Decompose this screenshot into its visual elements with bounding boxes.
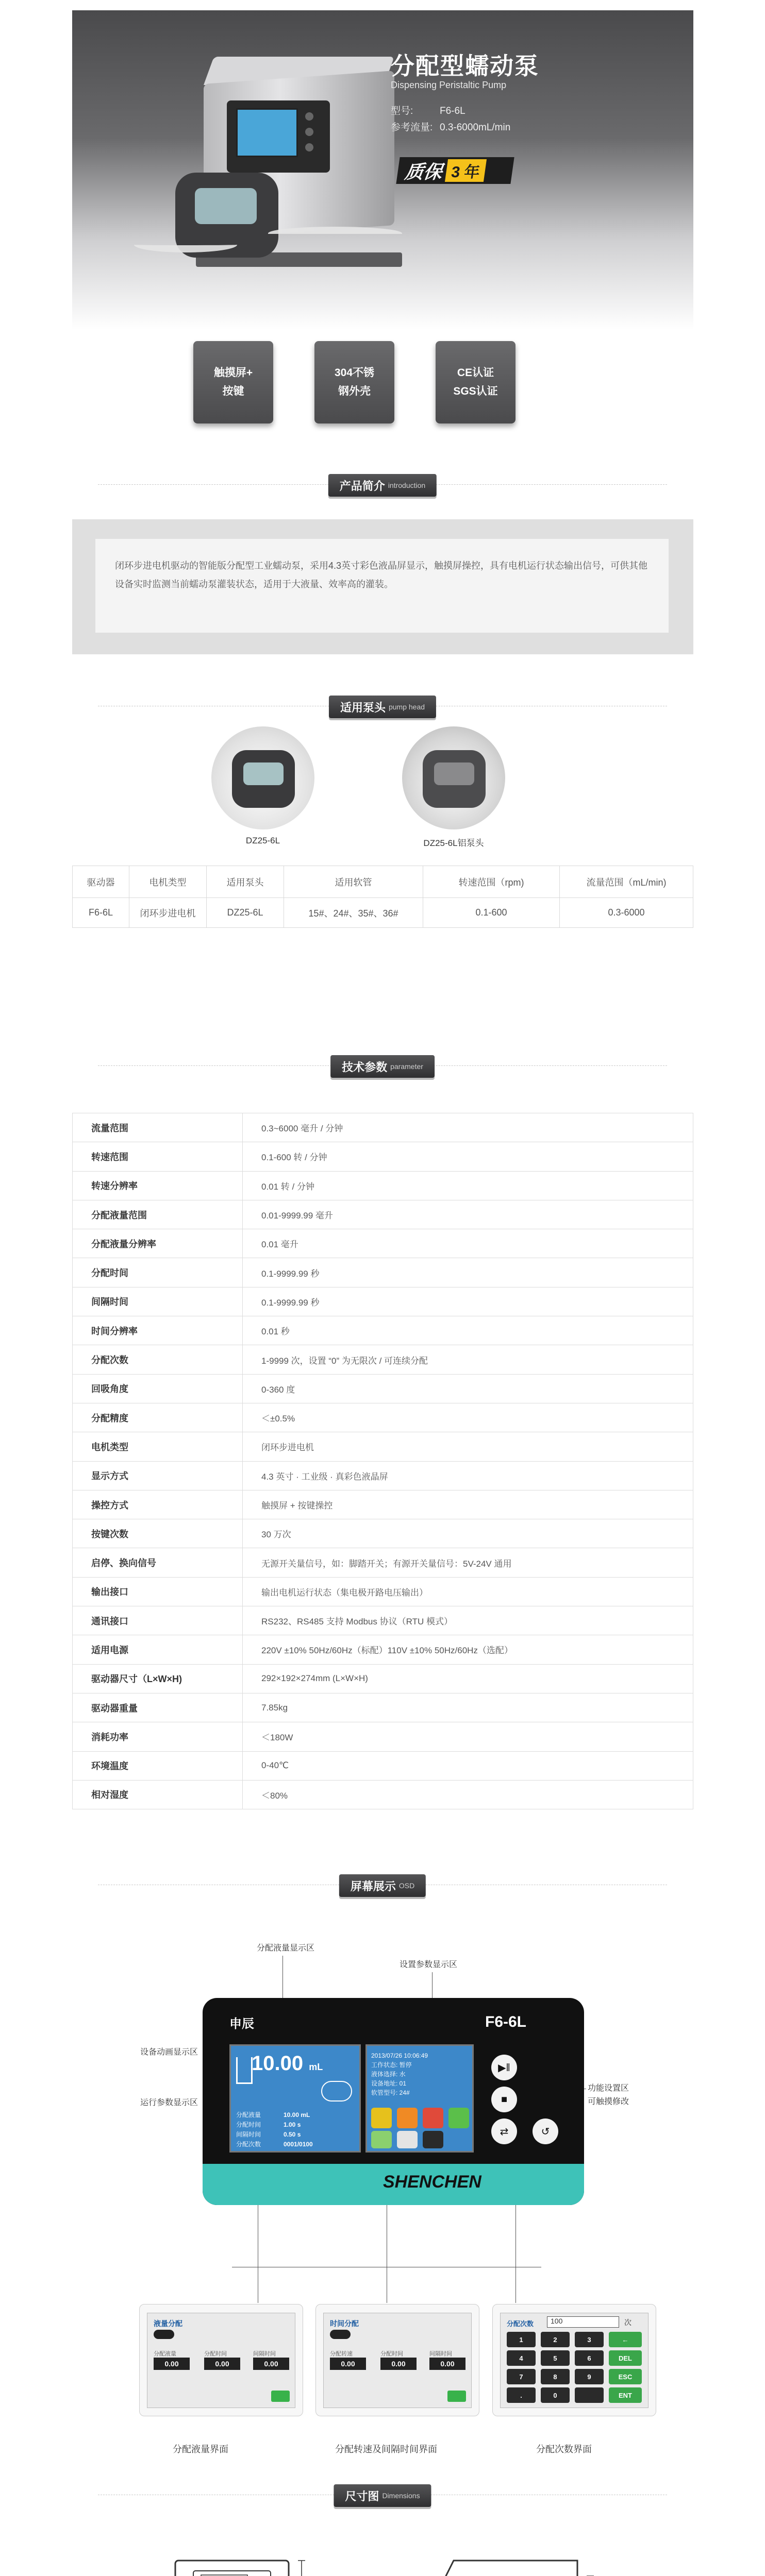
table-header-cell: 电机类型 (129, 866, 207, 898)
toggle-icon[interactable] (330, 2330, 351, 2339)
table-header-cell: 转速范围（rpm) (423, 866, 560, 898)
status-line: 液体选择: 水 (371, 2071, 406, 2078)
model-label: 型号: (391, 106, 413, 116)
dispense-volume-display (252, 2052, 323, 2075)
flow-label: 参考流量: (391, 122, 433, 133)
badge-line: 304不锈 (334, 367, 375, 379)
param-name: 通讯接口 (73, 1606, 243, 1635)
table-cell: 闭环步进电机 (129, 898, 207, 928)
pump-tube (134, 237, 237, 252)
pump-head-window (434, 762, 474, 785)
keypad-key[interactable]: 9 (575, 2369, 604, 2384)
keypad-key[interactable]: 6 (575, 2350, 604, 2366)
warranty-badge (396, 157, 514, 184)
table-cell: DZ25-6L (207, 898, 284, 928)
callout-dispense-display: 分配液量显示区 (257, 1944, 315, 1953)
table-row (73, 1606, 693, 1635)
param-name: 转速范围 (73, 1142, 243, 1171)
param-name: 驱动器尺寸（L×W×H) (73, 1664, 243, 1693)
pump-head-table (72, 866, 693, 928)
param-name: 消耗功率 (73, 1722, 243, 1751)
run-param-label: 分配液量 (236, 2111, 261, 2119)
table-row (73, 1548, 693, 1577)
function-icon[interactable] (448, 2108, 469, 2128)
section-subtitle: introduction (388, 481, 426, 489)
table-row (73, 1374, 693, 1403)
param-name: 回吸角度 (73, 1374, 243, 1403)
model-value: F6-6L (440, 106, 465, 116)
panel-value[interactable]: 0.00 (154, 2358, 190, 2370)
table-cell: 0.1-600 (423, 898, 560, 928)
param-value: 输出电机运行状态（集电极开路电压输出） (243, 1577, 693, 1606)
panel-dispense-volume (139, 2304, 303, 2416)
keypad-key[interactable]: 8 (541, 2369, 570, 2384)
status-lines (371, 2051, 428, 2097)
reset-icon[interactable]: ↺ (533, 2119, 558, 2144)
function-icon[interactable] (397, 2108, 418, 2128)
param-name: 时间分辨率 (73, 1316, 243, 1345)
toggle-icon[interactable] (154, 2330, 174, 2339)
table-cell: F6-6L (73, 898, 129, 928)
function-icon[interactable] (423, 2108, 443, 2128)
param-value: RS232、RS485 支持 Modbus 协议（RTU 模式） (243, 1606, 693, 1635)
panel-value[interactable]: 0.00 (330, 2358, 366, 2370)
param-value: 闭环步进电机 (243, 1432, 693, 1461)
pump-head-window (195, 188, 257, 224)
confirm-icon[interactable] (447, 2391, 466, 2402)
keypad-key[interactable]: 0 (541, 2387, 570, 2403)
param-value: 0.1-9999.99 秒 (243, 1258, 693, 1287)
keypad-key[interactable]: 4 (507, 2350, 536, 2366)
confirm-icon[interactable] (271, 2391, 290, 2402)
run-params-list (236, 2110, 313, 2149)
panel-label: 分配转速 (330, 2351, 353, 2357)
panel-caption: 分配转速及间隔时间界面 (335, 2444, 437, 2454)
settings-display-area (365, 2044, 474, 2153)
dispense-value: 10.00 (252, 2052, 304, 2075)
keypad-key[interactable]: DEL (609, 2350, 642, 2366)
pump-head-image-dz25 (211, 726, 314, 829)
panel-label: 分配时间 (380, 2351, 403, 2357)
run-param-value: 0.50 s (284, 2131, 301, 2138)
param-value: 0-40℃ (243, 1751, 693, 1780)
section-title: 尺寸图 (345, 2489, 379, 2503)
dispense-display-area (229, 2044, 361, 2153)
param-value: 触摸屏 + 按键操控 (243, 1490, 693, 1519)
table-row (73, 1171, 693, 1200)
section-title-box (334, 2484, 431, 2507)
run-param-value: 0001/0100 (284, 2141, 313, 2148)
table-row (73, 1490, 693, 1519)
table-row (73, 1345, 693, 1374)
run-param-label: 分配次数 (236, 2141, 261, 2148)
keypad-key[interactable]: 3 (575, 2332, 604, 2347)
table-row (73, 1403, 693, 1432)
param-value: 0-360 度 (243, 1374, 693, 1403)
direction-icon[interactable]: ⇄ (491, 2119, 517, 2144)
param-value: 1-9999 次，设置 “0” 为无限次 / 可连续分配 (243, 1345, 693, 1374)
flow-value: 0.3-6000mL/min (440, 122, 511, 133)
param-name: 驱动器重量 (73, 1693, 243, 1722)
param-name: 显示方式 (73, 1461, 243, 1490)
pump-button-icon (305, 112, 313, 121)
param-name: 转速分辨率 (73, 1171, 243, 1200)
panel-value[interactable]: 0.00 (204, 2358, 240, 2370)
table-row (73, 1461, 693, 1490)
pump-head-image-dz25-alu (402, 726, 505, 829)
parameter-table (72, 1113, 693, 1809)
panel-title: 分配次数 (507, 2320, 534, 2328)
hero-banner (72, 10, 693, 330)
param-value: 0.1-9999.99 秒 (243, 1287, 693, 1316)
badge-line: SGS认证 (453, 385, 498, 397)
param-name: 适用电源 (73, 1635, 243, 1664)
param-value: 0.01-9999.99 毫升 (243, 1200, 693, 1229)
bottle-icon (236, 2057, 253, 2084)
panel-value[interactable]: 0.00 (429, 2358, 465, 2370)
warranty-years: 3 年 (445, 159, 487, 182)
table-row (73, 1664, 693, 1693)
panel-label: 间隔时间 (253, 2351, 276, 2357)
osd-device (203, 1998, 584, 2205)
section-heading-dimensions (0, 2474, 765, 2515)
param-value: 0.01 秒 (243, 1316, 693, 1345)
shenchen-logo: SHENCHEN (383, 2172, 481, 2192)
device-model: F6-6L (485, 2013, 527, 2030)
keypad-key[interactable]: ENT (609, 2387, 642, 2403)
table-row (73, 1635, 693, 1664)
feature-badge-touchscreen (193, 341, 273, 423)
panel-screen (323, 2313, 472, 2408)
table-row (73, 1780, 693, 1809)
product-title: 分配型蠕动泵 (391, 53, 539, 79)
stop-icon[interactable]: ■ (491, 2087, 517, 2112)
pump-button-icon (305, 128, 313, 136)
product-subtitle: Dispensing Peristaltic Pump (391, 80, 507, 90)
panel-screen (147, 2313, 295, 2408)
pump-tube (268, 227, 402, 240)
param-value: ＜±0.5% (243, 1403, 693, 1432)
keypad-key[interactable]: 5 (541, 2350, 570, 2366)
pump-head-window (243, 762, 284, 785)
table-row (73, 1287, 693, 1316)
status-line: 软管型号: 24# (371, 2089, 410, 2096)
section-title-box (330, 1055, 435, 1078)
param-value: 4.3 英寸 · 工业级 · 真彩色液晶屏 (243, 1461, 693, 1490)
pump-animation-icon (321, 2081, 352, 2102)
panel-label: 间隔时间 (429, 2351, 452, 2357)
callout-animation: 设备动画显示区 (140, 2048, 198, 2057)
section-heading-pump-head (0, 685, 765, 726)
param-value: ＜80% (243, 1780, 693, 1809)
callout-settings-display: 设置参数显示区 (400, 1960, 458, 1969)
keypad-key[interactable]: 2 (541, 2332, 570, 2347)
param-name: 分配精度 (73, 1403, 243, 1432)
param-name: 操控方式 (73, 1490, 243, 1519)
param-value: 292×192×274mm (L×W×H) (243, 1664, 693, 1693)
intro-text: 闭环步进电机驱动的智能版分配型工业蠕动泵，采用4.3英寸彩色液晶屏显示，触摸屏操控，具有电机运行状态输出信号，可供其他设备实时监测当前蠕动泵灌装状态，适用于大液量、效率高的灌装。 (95, 539, 669, 633)
model-spec (391, 103, 465, 117)
table-row (73, 1722, 693, 1751)
front-view-drawing (144, 2545, 392, 2576)
function-icon[interactable] (371, 2131, 392, 2148)
section-title-box (328, 474, 437, 497)
callout-run-params: 运行参数显示区 (140, 2098, 198, 2107)
param-name: 流量范围 (73, 1113, 243, 1142)
dispense-unit: mL (309, 2062, 323, 2072)
param-value: 30 万次 (243, 1519, 693, 1548)
param-name: 分配次数 (73, 1345, 243, 1374)
run-param-row (236, 2110, 313, 2120)
run-param-label: 分配时间 (236, 2121, 261, 2128)
param-name: 分配液量范围 (73, 1200, 243, 1229)
table-row (73, 1229, 693, 1258)
param-name: 环境温度 (73, 1751, 243, 1780)
param-name: 分配液量分辨率 (73, 1229, 243, 1258)
panel-title: 液量分配 (154, 2319, 182, 2328)
param-value: 无源开关量信号，如：脚踏开关；有源开关量信号：5V-24V 通用 (243, 1548, 693, 1577)
function-icon[interactable] (397, 2131, 418, 2148)
param-value: 220V ±10% 50Hz/60Hz（标配）110V ±10% 50Hz/60Hz（选配） (243, 1635, 693, 1664)
param-name: 间隔时间 (73, 1287, 243, 1316)
table-header-cell: 适用泵头 (207, 866, 284, 898)
panel-label: 分配时间 (204, 2351, 227, 2357)
run-param-row (236, 2130, 313, 2140)
section-heading-osd (0, 1864, 765, 1905)
param-name: 电机类型 (73, 1432, 243, 1461)
param-value: 0.01 转 / 分钟 (243, 1171, 693, 1200)
table-row (73, 1142, 693, 1171)
feature-badge-stainless (314, 341, 394, 423)
panel-dispense-count (492, 2304, 656, 2416)
status-line: 工作状态: 暂停 (371, 2061, 412, 2069)
status-line: 2013/07/26 10:06:49 (371, 2052, 428, 2059)
param-name: 分配时间 (73, 1258, 243, 1287)
count-unit: 次 (624, 2318, 631, 2327)
connector-line (515, 2205, 516, 2303)
param-name: 启停、换向信号 (73, 1548, 243, 1577)
status-line: 设备地址: 01 (371, 2080, 407, 2087)
run-param-row (236, 2120, 313, 2130)
badge-line: CE认证 (457, 367, 494, 379)
badge-line: 按键 (222, 385, 244, 397)
play-pause-icon[interactable]: ▶‖ (491, 2055, 517, 2080)
device-brand: 申辰 (229, 2017, 254, 2031)
intro-panel (72, 519, 693, 654)
param-name: 按键次数 (73, 1519, 243, 1548)
pump-head-label: DZ25-6L铝泵头 (423, 838, 484, 848)
panel-value[interactable]: 0.00 (253, 2358, 289, 2370)
table-header-cell: 驱动器 (73, 866, 129, 898)
pump-button-icon (305, 143, 313, 151)
panel-speed-interval (315, 2304, 479, 2416)
run-param-label: 间隔时间 (236, 2131, 261, 2138)
keypad-key[interactable] (575, 2387, 604, 2403)
section-title-box (329, 696, 436, 718)
pump-screen (236, 108, 298, 157)
table-row (73, 1200, 693, 1229)
table-header-row (73, 866, 693, 898)
table-row (73, 1113, 693, 1142)
table-row (73, 1519, 693, 1548)
section-subtitle: pump head (388, 703, 425, 711)
keypad-key[interactable]: 1 (507, 2332, 536, 2347)
badge-line: 钢外壳 (338, 385, 371, 397)
side-view-drawing (392, 2545, 639, 2576)
keypad-key[interactable]: ESC (609, 2369, 642, 2384)
table-row (73, 1258, 693, 1287)
panel-caption: 分配次数界面 (536, 2444, 592, 2454)
keypad-key[interactable]: 7 (507, 2369, 536, 2384)
table-header-cell: 流量范围（mL/min) (560, 866, 693, 898)
warranty-text: 质保 (403, 161, 444, 182)
panel-caption: 分配液量界面 (173, 2444, 228, 2454)
section-title-box (339, 1874, 426, 1897)
param-value: 0.3~6000 毫升 / 分钟 (243, 1113, 693, 1142)
section-title: 适用泵头 (340, 701, 386, 714)
section-heading-intro (0, 464, 765, 505)
callout-touch-modify: 可触摸修改 (588, 2097, 629, 2106)
param-value: 0.01 毫升 (243, 1229, 693, 1258)
table-cell: 15#、24#、35#、36# (284, 898, 423, 928)
panel-title: 时间分配 (330, 2319, 359, 2328)
table-row (73, 1432, 693, 1461)
table-header-cell: 适用软管 (284, 866, 423, 898)
table-row (73, 1751, 693, 1780)
feature-badge-certification (436, 341, 515, 423)
function-icon[interactable] (371, 2108, 392, 2128)
param-name: 输出接口 (73, 1577, 243, 1606)
param-value: 0.1-600 转 / 分钟 (243, 1142, 693, 1171)
section-title: 屏幕展示 (350, 1879, 396, 1893)
section-subtitle: OSD (398, 1882, 415, 1890)
table-row (73, 1577, 693, 1606)
badge-line: 触摸屏+ (213, 367, 253, 379)
keypad-key[interactable]: ← (609, 2332, 642, 2347)
section-heading-parameter (0, 1045, 765, 1086)
count-input[interactable]: 100 (547, 2316, 619, 2328)
param-name: 相对湿度 (73, 1780, 243, 1809)
table-cell: 0.3-6000 (560, 898, 693, 928)
param-value: 7.85kg (243, 1693, 693, 1722)
run-param-value: 1.00 s (284, 2121, 301, 2128)
pump-head-label: DZ25-6L (245, 836, 280, 845)
section-title: 产品简介 (339, 479, 385, 493)
param-value: ＜180W (243, 1722, 693, 1751)
panel-screen (500, 2313, 648, 2408)
table-row (73, 1316, 693, 1345)
run-param-row (236, 2140, 313, 2149)
flow-spec (391, 120, 510, 133)
section-title: 技术参数 (342, 1060, 388, 1074)
panel-label: 分配液量 (154, 2351, 176, 2357)
run-param-value: 10.00 mL (284, 2111, 310, 2119)
table-row (73, 1693, 693, 1722)
section-subtitle: parameter (390, 1062, 423, 1071)
table-row (73, 898, 693, 928)
section-subtitle: Dimensions (382, 2492, 420, 2500)
keypad-key[interactable]: . (507, 2387, 536, 2403)
panel-value[interactable]: 0.00 (380, 2358, 417, 2370)
function-icon[interactable] (423, 2131, 443, 2148)
callout-function-settings: 功能设置区 (588, 2084, 629, 2093)
